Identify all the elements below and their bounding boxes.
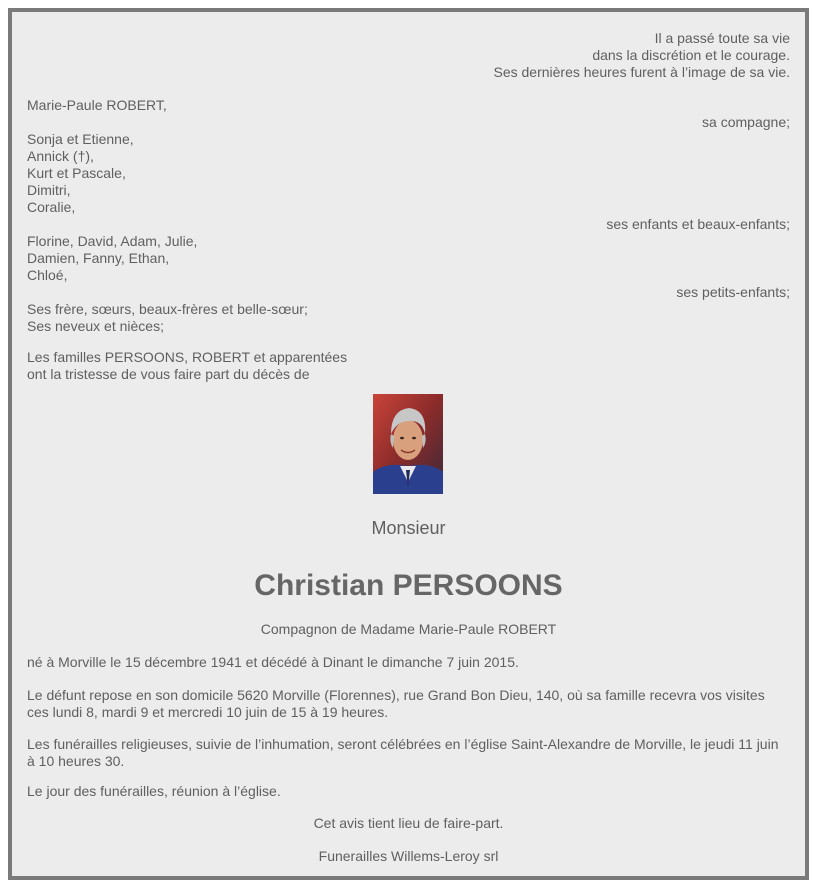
grandchildren-block — [27, 233, 790, 301]
quote-line: Il a passé toute sa vie — [654, 30, 790, 46]
grandchildren-line: Damien, Fanny, Ethan, — [27, 250, 170, 266]
birth-death-text: né à Morville le 15 décembre 1941 et décédé à Dinant le dimanche 7 juin 2015. — [27, 654, 519, 670]
undertaker-text: Funerailles Willems-Leroy srl — [318, 848, 499, 864]
companion-role: sa compagne; — [702, 114, 790, 130]
funeral-text: Les funérailles religieuses, suivie de l’inhumation, seront célébrées en l’église Saint-Alexandre de Morville, le jeudi 11 juin à 10 heures 30. — [27, 736, 779, 769]
child-name: Dimitri, — [27, 182, 71, 198]
siblings-block — [27, 301, 790, 335]
child-name: Kurt et Pascale, — [27, 165, 126, 181]
companion-name: Marie-Paule ROBERT, — [27, 97, 167, 113]
child-name: Sonja et Etienne, — [27, 131, 134, 147]
visitation-text: Le défunt repose en son domicile 5620 Morville (Florennes), rue Grand Bon Dieu, 140, où sa famille recevra vos visites ces lundi 8, mardi 9 et mercredi 10 juin de 15 à 19 heures. — [27, 687, 765, 720]
families-line: ont la tristesse de vous faire part du décès de — [27, 366, 310, 382]
child-name: Annick (†), — [27, 148, 94, 164]
siblings-line: Ses neveux et nièces; — [27, 318, 164, 334]
child-name: Coralie, — [27, 199, 76, 215]
families-line: Les familles PERSOONS, ROBERT et apparentées — [27, 349, 348, 365]
companion-block — [27, 97, 790, 131]
notice-text: Cet avis tient lieu de faire-part. — [313, 815, 504, 831]
children-block — [27, 131, 790, 233]
epitaph-quote — [27, 30, 790, 81]
grandchildren-role: ses petits-enfants; — [676, 284, 790, 300]
quote-line: dans la discrétion et le courage. — [592, 47, 790, 63]
deceased-name: Christian PERSOONS — [254, 569, 563, 602]
gathering-text: Le jour des funérailles, réunion à l’église. — [27, 783, 281, 799]
portrait-illustration — [373, 394, 443, 494]
companion-of: Compagnon de Madame Marie-Paule ROBERT — [260, 621, 557, 637]
siblings-line: Ses frère, sœurs, beaux-frères et belle-sœur; — [27, 301, 308, 317]
children-role: ses enfants et beaux-enfants; — [606, 216, 790, 232]
families-block — [27, 349, 790, 383]
portrait-photo — [373, 394, 443, 494]
grandchildren-line: Chloé, — [27, 267, 68, 283]
grandchildren-line: Florine, David, Adam, Julie, — [27, 233, 198, 249]
deceased-title: Monsieur — [371, 518, 446, 538]
obituary-card — [8, 8, 809, 880]
quote-line: Ses dernières heures furent à l’image de sa vie. — [493, 64, 790, 80]
